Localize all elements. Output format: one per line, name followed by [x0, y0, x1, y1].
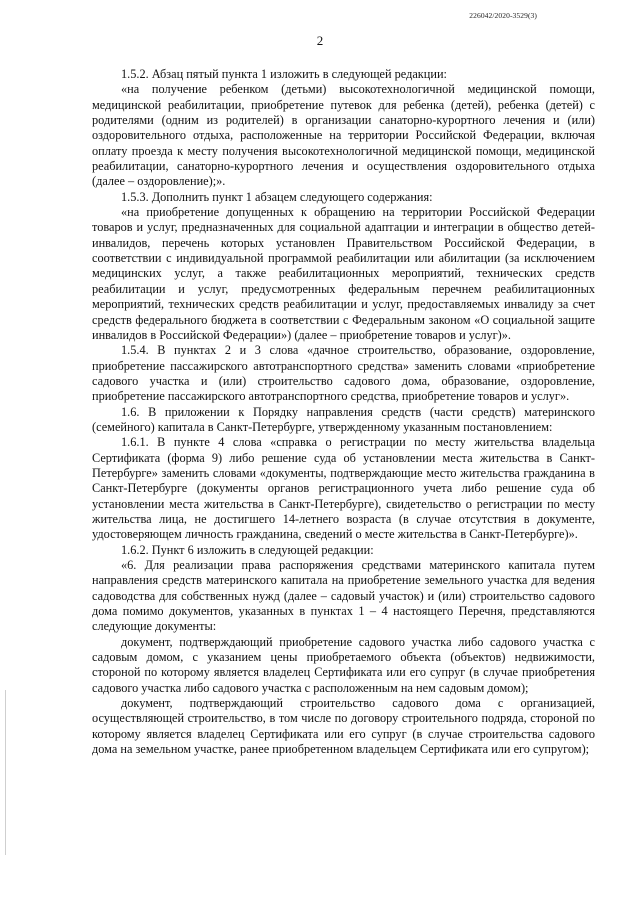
document-number: 226042/2020-3529(3): [469, 11, 537, 20]
paragraph-1-5-3: 1.5.3. Дополнить пункт 1 абзацем следующего содержания:: [121, 189, 433, 204]
paragraph-quote-item-6: «6. Для реализации права распоряжения средствами материнского капитала путем направления средств материнского капитала на приобретение земельного участка для ведения садоводства для собственных нужд (далее – садовый участок) и (или) строительство садового дома помимо документов, указанных в пунктах 1 – 4 настоящего Перечня, представляются следующие документы:: [92, 558, 595, 634]
page-number: 2: [316, 33, 324, 48]
paragraph-1-6: 1.6. В приложении к Порядку направления средств (части средств) материнского (семейного) капитала в Санкт-Петербурге, утвержденному указанным постановлением:: [92, 404, 595, 434]
paragraph-document-plot: документ, подтверждающий приобретение садового участка либо садового участка с садовым домом, с указанием цены приобретаемого объекта (объектов) недвижимости, стороной по которому является владелец Сертификата или его супруг (в случае приобретения садового участка либо садового участка с расположенным на нем садовым домом);: [92, 634, 595, 695]
document-body: [92, 67, 595, 757]
paragraph-quote-health: «на получение ребенком (детьми) высокотехнологичной медицинской помощи, медицинской реабилитации, приобретение путевок для ребенка (детей), ребенка (детей) с родителями (одним из родителей) в организации санаторно-курортного лечения и (или) оздоровительного отдыха, расположенные на территории Российской Федерации, включая оплату проезда к месту получения высокотехнологичной медицинской помощи, медицинской реабилитации, санаторно-курортного лечения и осуществления оздоровительного отдыха (далее – оздоровление);».: [92, 82, 595, 189]
paragraph-1-5-4: 1.5.4. В пунктах 2 и 3 слова «дачное строительство, образование, оздоровление, приобретение пассажирского автотранспортного средства» заменить словами «приобретение садового участка и (или) строительство садового дома, образование, оздоровление, приобретение пассажирского автотранспортного средства, приобретение товаров и услуг».: [92, 343, 595, 404]
paragraph-document-construction: документ, подтверждающий строительство садового дома с организацией, осуществляющей строительство, в том числе по договору строительного подряда, стороной по которому является владелец Сертификата или его супруг (в случае строительства садового дома на земельном участке, ранее приобретенном владельцем Сертификата или его супругом);: [92, 696, 595, 757]
paragraph-1-6-2: 1.6.2. Пункт 6 изложить в следующей редакции:: [121, 542, 374, 557]
paragraph-1-5-2: 1.5.2. Абзац пятый пункта 1 изложить в следующей редакции:: [121, 67, 447, 81]
scan-edge-line: [5, 690, 6, 855]
paragraph-1-6-1: 1.6.1. В пункте 4 слова «справка о регистрации по месту жительства владельца Сертификата (форма 9) либо решение суда об установлении места жительства в Санкт-Петербурге» заменить словами «документы, подтверждающие место жительства гражданина в Санкт-Петербурге (документы органов регистрационного учета либо решение суда об установлении места жительства в Санкт-Петербурге), свидетельство о регистрации по месту жительства лица, не достигшего 14-летнего возраста (в случае отсутствия в документе, удостоверяющем личность гражданина, сведений о месте жительства в Санкт-Петербурге)».: [92, 435, 595, 542]
paragraph-quote-goods: «на приобретение допущенных к обращению на территории Российской Федерации товаров и услуг, предназначенных для социальной адаптации и интеграции в общество детей-инвалидов, перечень которых установлен Правительством Российской Федерации, в соответствии с индивидуальной программой реабилитации или абилитации (за исключением медицинских услуг, а также реабилитационных мероприятий, технических средств реабилитации и услуг, предусмотренных федеральным перечнем реабилитационных мероприятий, технических средств реабилитации и услуг, предоставляемых инвалиду за счет средств федерального бюджета в соответствии с Федеральным законом «О социальной защите инвалидов в Российской Федерации») (далее – приобретение товаров и услуг)».: [92, 205, 595, 342]
